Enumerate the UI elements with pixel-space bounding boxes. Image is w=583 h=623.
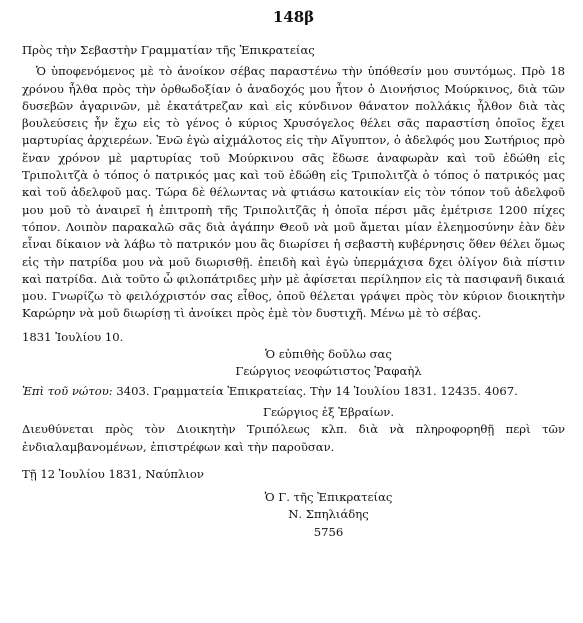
letter-body: Ὁ ὑποφενόμενος μὲ τὸ ἀνοίκον σέβας παραστένω τὴν ὑπόθεσίν μου συντόμως. Πρὸ 18 χρόνου ἦλθα πρὸς τὴν ὀρθωδοξίαν ὁ ἀναδοχός μου ἦτον ὁ Διονήσιος Μούρκινος, διὰ τῶν δυσεβῶν ἀγαρινῶν, μὲ ἑκατάτρεζαν καὶ εἰς κύνδινον θάνατον πολλάκις ἦλθον διὰ τὰς βουλεύσεις ἦν ἔχω εἰς τὸ γένος ὁ κύριος Χρυσόγελος θέλει σᾶς παραστίση ὁποῖος ἔχει μαρτυρίας ἀρχιερέων. Ἐνῶ ἐγὼ αἰχμάλοτος εἰς τὴν Αἴγυπτον, ὁ ἀδελφός μου Σωτήριος πρὸ ἕναν χρόνον μὲ μαρτυρίας τοῦ Μούρκινου σᾶς ἔδωσε ἀναφωρὰν καὶ τοῦ ἐδώθη εἰς Τριπολιτζὰ ὁ τόπος ὁ πατρικός μας καὶ τοῦ ἐδώθη εἰς Τριπολιτζὰ ὁ τόπος ὁ πατρικός μας καὶ τοῦ ἀδελφοῦ μας. Τώρα δὲ θέλωντας νὰ φτιάσω κατοικίαν εἰς τὸν τόπον τοῦ ἀδελφοῦ μου μοῦ τὸ ἀναιρεῖ ἡ ἐπιτροπὴ τῆς Τριπολιτζᾶς ἡ ὁποῖα πέρσι μᾶς ἐμέτρισε 1200 πίχες τόπον. Λοιπὸν παρακαλῶ σᾶς διὰ ἀγάπην Θεοῦ νὰ μοῦ ἄμεται μίαν ἐλεημοσύνην ἐὰν δὲν εἶναι δίκαιον νὰ λάβω τὸ πατρικόν μου ἂς διωρίσει ἡ σεβαστὴ κυβέρνησις ὅθεν θέλει ὅμως εἰς τὴν πατρίδα μου νὰ μοῦ διωρισθῇ. ἐπειδὴ καὶ ἐγὼ ὑπερμάχισα δχει ὀλίγον διὰ πίστιν καὶ πατρίδα. Διὰ τοῦτο ὦ φιλοπάτριδες μὴν μὲ ἀφίσεται περίληπον εἰς τὰ πασιφανῆ δικαιά μου. Γνωρίζω τὸ φειλόχριστόν σας εἶθος, ὁποῦ θέλεται γράψει πρὸς τὸν κύριον διοικητὴν Καρώρην νὰ μοῦ διωρίσῃ τὶ ἀνοίκει πρὸς ἐμὲ τὸν δυστιχῆ. Μένω μὲ τὸ σέβας. [22,64,565,321]
closing-formula: Ὁ εὐπιθὴς δοῦλω σας [265,347,392,362]
forward-date: Τῇ 12 Ἰουλίου 1831, Ναύπλιον [22,466,204,481]
sender-name: Γεώργιος ἐξ Ἑβραίων. [262,404,395,419]
forward-note: Διευθύνεται πρὸς τὸν Διοικητὴν Τριπόλεως κλπ. διὰ νὰ πληροφορηθῇ περὶ τῶν ἐνδιαλαμβανομένων, ἐπιστρέφων καὶ τὴν παροῦσαν. [22,422,565,454]
verso-text: 3403. Γραμματεία Ἐπικρατείας. Τὴν 14 Ἰουλίου 1831. 12435. 4067. [116,383,518,398]
official-title: Ὁ Γ. τῆς Ἐπικρατείας [264,490,393,505]
letter-date: 1831 Ἰουλίου 10. [22,329,124,344]
reference-number: 5756 [313,524,344,539]
verso-note [22,383,565,400]
addressee-line: Πρὸς τὴν Σεβαστὴν Γραμματίαν τῆς Ἐπικρατείας [22,43,315,57]
official-name: Ν. Σπηλιάδης [288,507,369,522]
document-number: 148β [272,8,315,26]
verso-label: Ἐπὶ τοῦ νώτου: [22,383,113,398]
signature: Γεώργιος νεοφώτιστος Ῥαφαὴλ [235,364,422,379]
